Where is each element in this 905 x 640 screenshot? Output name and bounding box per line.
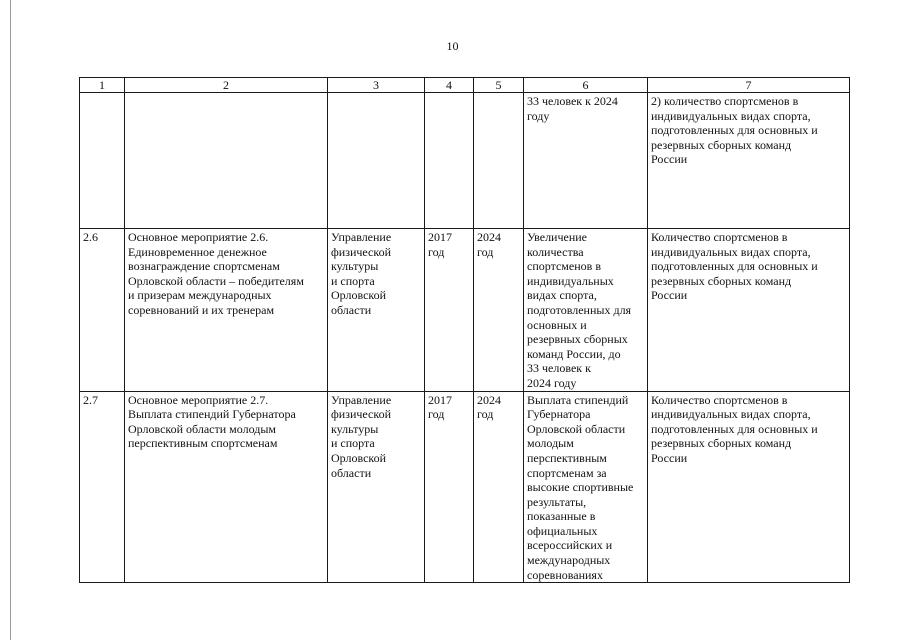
column-header: 3 [328,78,425,93]
indicator-cell: Количество спортсменов в индивидуальных видах спорта, подготовленных для основных и резервных сборных команд России [648,229,850,392]
event-cell: Основное мероприятие 2.7. Выплата стипендий Губернатора Орловской области молодым перспективным спортсменам [125,391,328,583]
page-number: 10 [446,39,459,53]
indicator-cell: Количество спортсменов в индивидуальных видах спорта, подготовленных для основных и резервных сборных команд России [648,391,850,583]
row-number-cell [80,93,125,229]
indicator-cell: 2) количество спортсменов в индивидуальных видах спорта, подготовленных для основных и резервных сборных команд России [648,93,850,229]
measures-table [79,77,850,583]
column-header: 2 [125,78,328,93]
column-header: 4 [425,78,474,93]
row-number-cell: 2.6 [80,229,125,392]
table-row [80,229,850,392]
executor-cell: Управление физической культуры и спорта Орловской области [328,391,425,583]
start-year-cell: 2017 год [425,229,474,392]
executor-cell [328,93,425,229]
row-number-cell: 2.7 [80,391,125,583]
expected-result-cell: Выплата стипендий Губернатора Орловской области молодым перспективным спортсменам за высокие спортивные результаты, показанные в официальных всероссийских и международных соревнованиях [524,391,648,583]
event-cell: Основное мероприятие 2.6. Единовременное денежное вознаграждение спортсменам Орловской области – победителям и призерам международных соревнований и их тренерам [125,229,328,392]
expected-result-cell: 33 человек к 2024 году [524,93,648,229]
column-header: 1 [80,78,125,93]
start-year-cell: 2017 год [425,391,474,583]
end-year-cell: 2024 год [474,391,524,583]
table-row [80,391,850,583]
end-year-cell [474,93,524,229]
executor-cell: Управление физической культуры и спорта Орловской области [328,229,425,392]
column-header: 5 [474,78,524,93]
column-header: 6 [524,78,648,93]
scan-edge-line [10,0,11,640]
expected-result-cell: Увеличение количества спортсменов в индивидуальных видах спорта, подготовленных для основных и резервных сборных команд России, до 33 человек к 2024 году [524,229,648,392]
event-cell [125,93,328,229]
table-row [80,93,850,229]
column-header: 7 [648,78,850,93]
column-number-row [80,78,850,93]
end-year-cell: 2024 год [474,229,524,392]
start-year-cell [425,93,474,229]
